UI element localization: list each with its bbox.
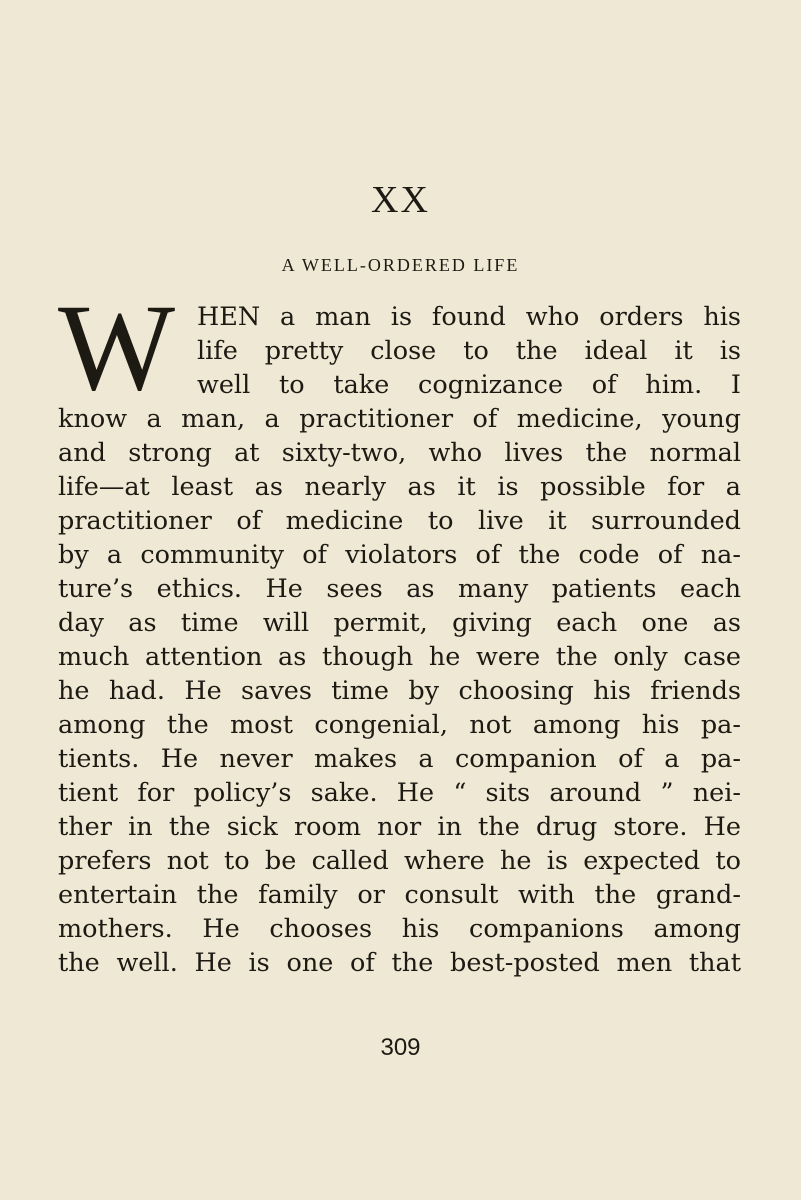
body-line: the well. He is one of the best-posted men that	[58, 948, 741, 978]
body-line: know a man, a practitioner of medicine, young	[58, 404, 741, 434]
body-line: tients. He never makes a companion of a pa-	[58, 744, 741, 774]
body-line: life pretty close to the ideal it is	[197, 336, 741, 366]
body-line: by a community of violators of the code of na-	[58, 540, 741, 570]
body-line: ther in the sick room nor in the drug store. He	[58, 812, 741, 842]
body-line: tient for policy’s sake. He “ sits around ” nei-	[58, 778, 741, 808]
body-line: he had. He saves time by choosing his friends	[58, 676, 741, 706]
body-line: among the most congenial, not among his pa-	[58, 710, 741, 740]
body-line: day as time will permit, giving each one as	[58, 608, 741, 638]
body-line: life—at least as nearly as it is possible for a	[58, 472, 741, 502]
drop-cap: W	[58, 279, 176, 416]
body-line: and strong at sixty-two, who lives the normal	[58, 438, 741, 468]
body-line: mothers. He chooses his companions among	[58, 914, 741, 944]
body-line: well to take cognizance of him. I	[197, 370, 741, 400]
body-line: entertain the family or consult with the grand-	[58, 880, 741, 910]
body-line: prefers not to be called where he is expected to	[58, 846, 741, 876]
body-line: much attention as though he were the only case	[58, 642, 741, 672]
chapter-title: A WELL-ORDERED LIFE	[281, 255, 520, 275]
body-line: ture’s ethics. He sees as many patients each	[58, 574, 741, 604]
body-line: HEN a man is found who orders his	[197, 302, 741, 332]
page-number: 309	[380, 1034, 421, 1061]
chapter-number: XX	[371, 179, 430, 221]
body-line: practitioner of medicine to live it surrounded	[58, 506, 741, 536]
